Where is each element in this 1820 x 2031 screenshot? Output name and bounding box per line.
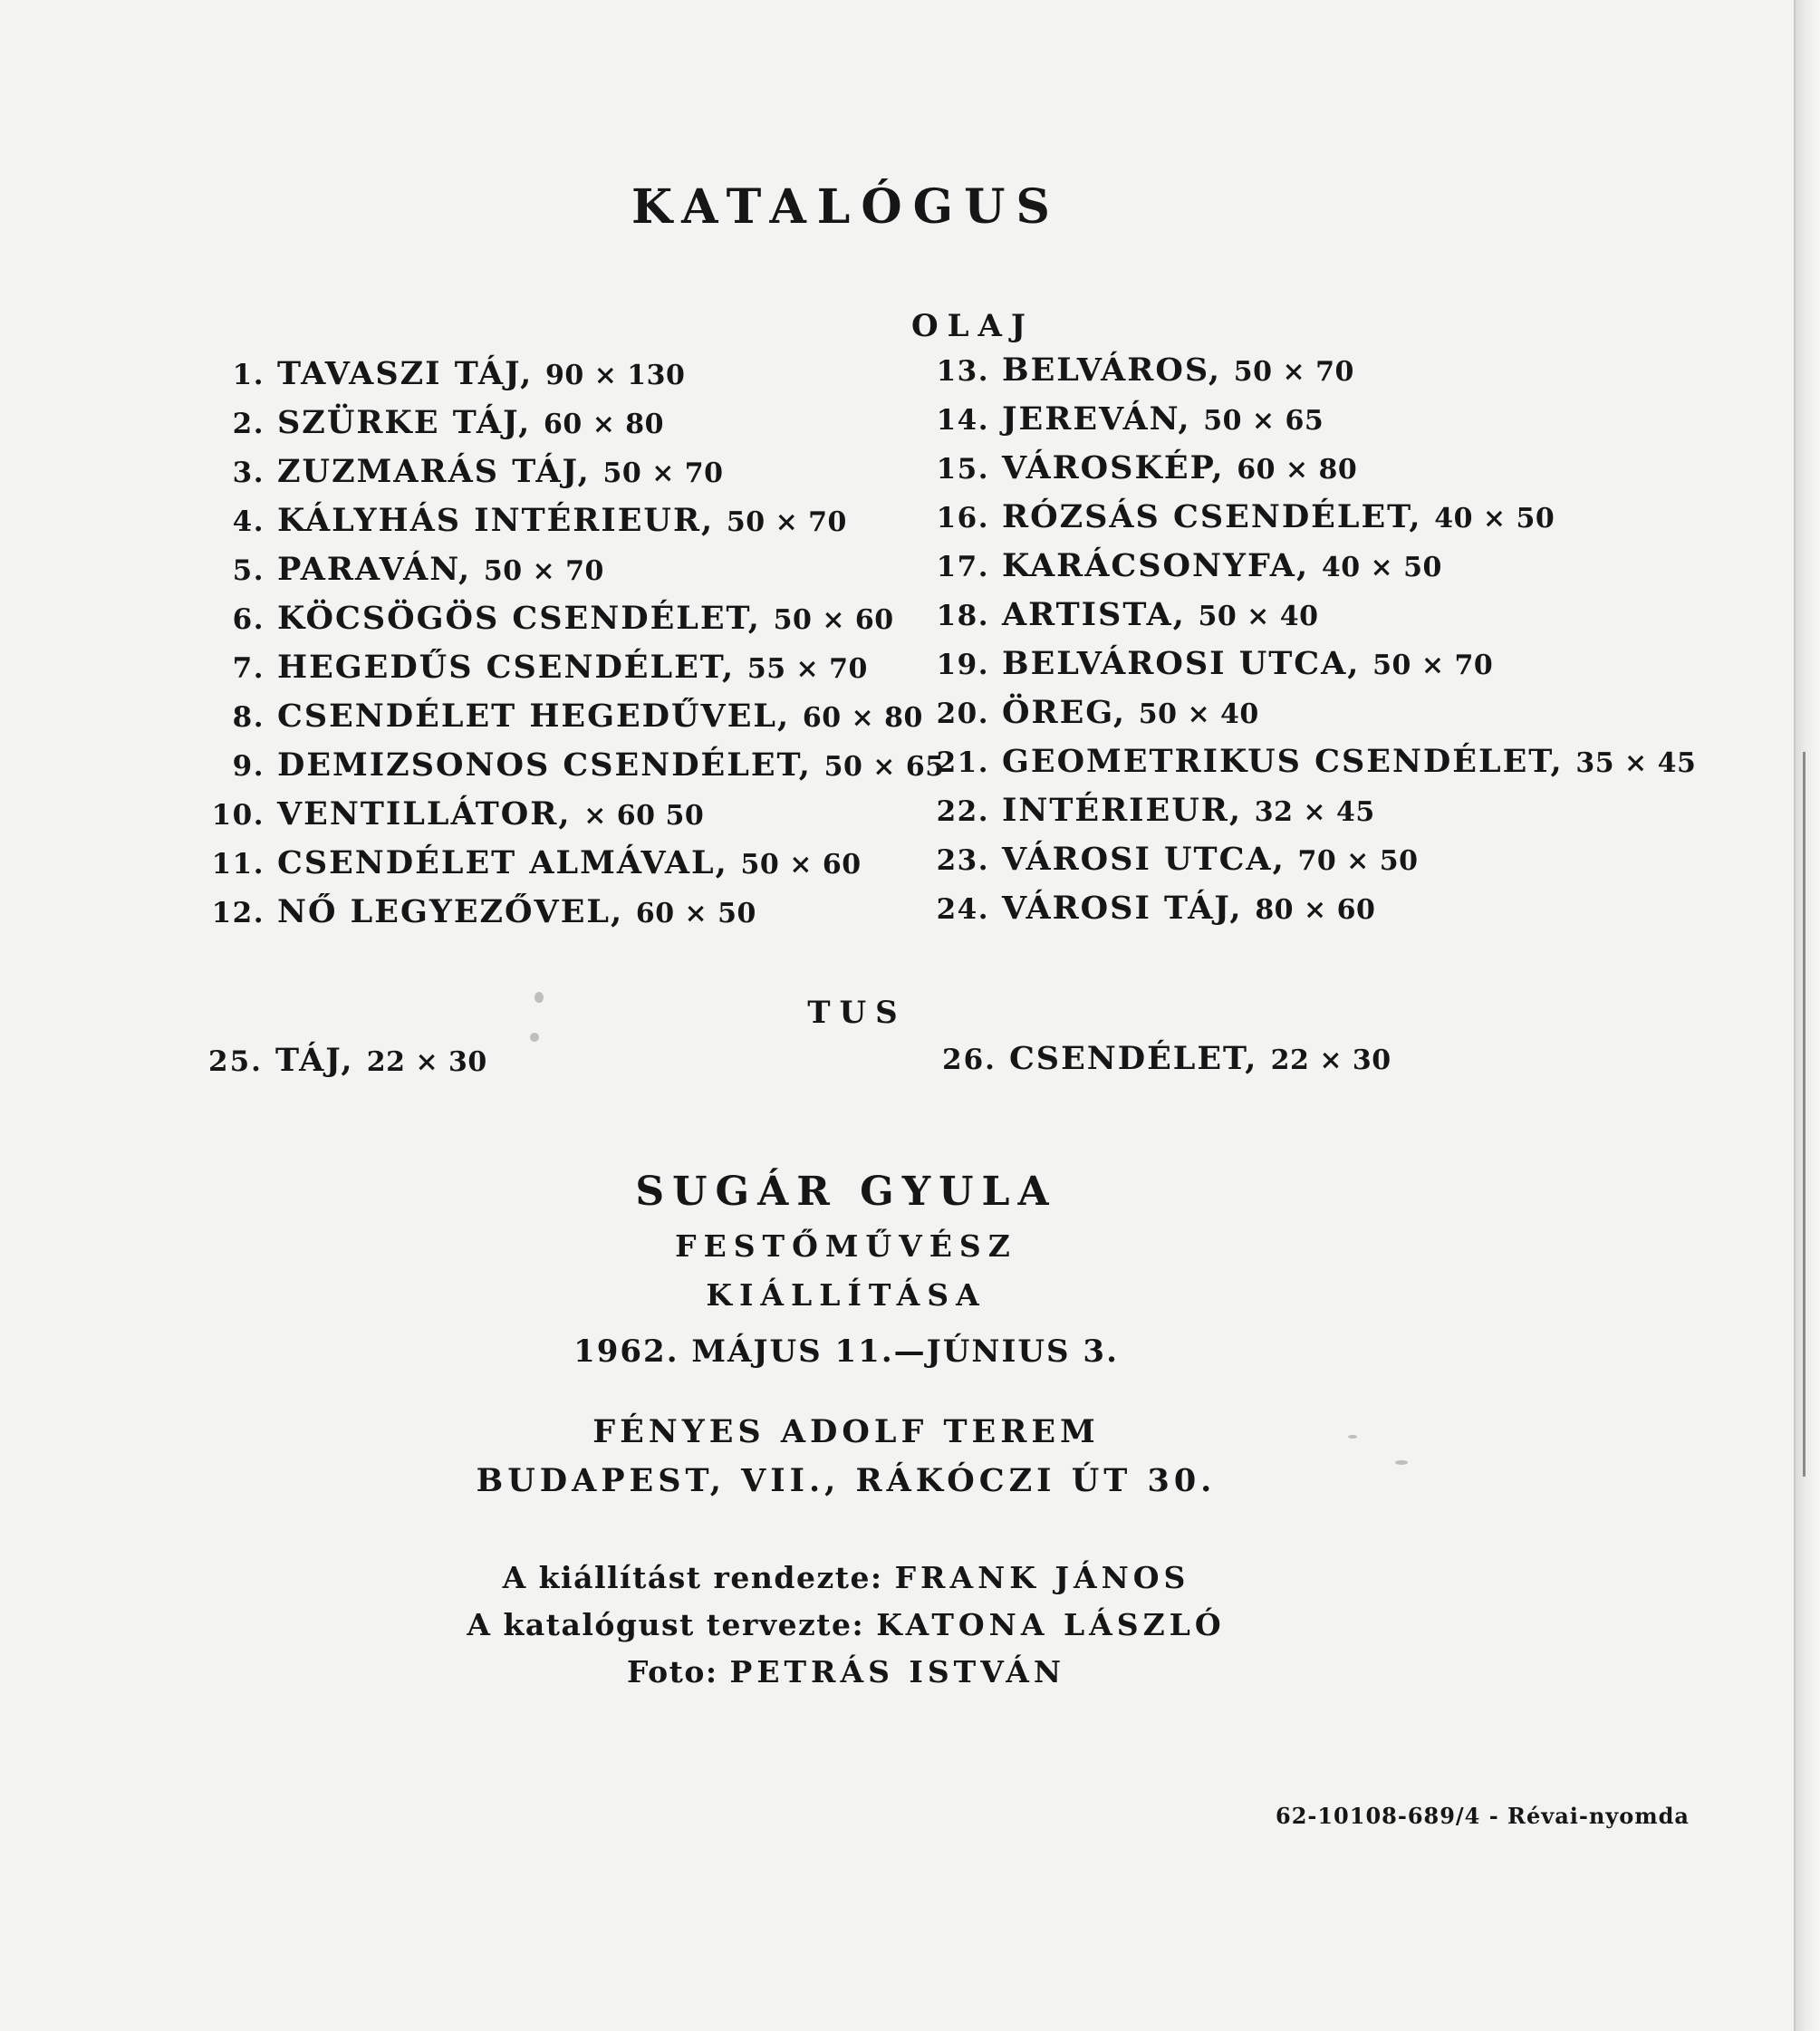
item-dimensions: × 60 50 xyxy=(583,800,705,832)
item-dimensions: 22 × 30 xyxy=(366,1046,487,1078)
catalog-title: KATALÓGUS xyxy=(631,179,1061,235)
item-title: BELVÁROS, xyxy=(1002,351,1222,389)
item-number: 15. xyxy=(936,453,989,486)
item-number: 18. xyxy=(936,600,989,632)
item-number: 26. xyxy=(942,1044,997,1076)
item-number: 11. xyxy=(211,848,265,881)
item-dimensions: 90 × 130 xyxy=(545,360,686,391)
catalog-entry xyxy=(929,400,1696,449)
venue-name: FÉNYES ADOLF TEREM xyxy=(592,1413,1100,1450)
item-dimensions: 40 × 50 xyxy=(1434,503,1555,534)
catalog-entry xyxy=(201,502,945,551)
item-dimensions: 50 × 60 xyxy=(740,849,862,881)
item-number: 12. xyxy=(211,897,265,929)
catalog-entry xyxy=(201,600,945,649)
catalog-entry xyxy=(929,449,1696,498)
item-dimensions: 50 × 70 xyxy=(1372,650,1494,681)
page-edge xyxy=(1794,0,1820,2031)
item-title: VENTILLÁTOR, xyxy=(277,795,572,833)
item-number: 21. xyxy=(936,746,989,779)
item-dimensions: 50 × 70 xyxy=(602,457,724,489)
item-title: CSENDÉLET, xyxy=(1008,1040,1258,1077)
credit-label: Foto: xyxy=(626,1654,718,1689)
item-number: 20. xyxy=(936,698,989,730)
credit-name: FRANK JÁNOS xyxy=(894,1560,1190,1595)
item-number: 2. xyxy=(232,408,265,440)
item-number: 10. xyxy=(211,799,265,832)
item-dimensions: 60 × 50 xyxy=(635,898,756,929)
item-number: 14. xyxy=(936,404,989,437)
catalog-entry xyxy=(201,844,945,893)
item-number: 25. xyxy=(208,1045,263,1078)
catalog-entry xyxy=(929,547,1696,596)
item-number: 1. xyxy=(232,359,265,391)
item-title: PARAVÁN, xyxy=(277,551,472,588)
catalog-entry xyxy=(201,746,945,795)
item-dimensions: 50 × 60 xyxy=(773,604,894,636)
item-title: BELVÁROSI UTCA, xyxy=(1002,645,1361,682)
oil-list-left xyxy=(201,355,945,942)
ink-section-heading: TUS xyxy=(807,995,907,1031)
exhibition-dates: 1962. MÁJUS 11.—JÚNIUS 3. xyxy=(573,1333,1119,1370)
item-title: CSENDÉLET ALMÁVAL, xyxy=(277,844,728,881)
ink-item-right xyxy=(942,1040,1391,1077)
item-number: 4. xyxy=(232,505,265,538)
item-title: ZUZMARÁS TÁJ, xyxy=(277,453,591,490)
item-dimensions: 35 × 45 xyxy=(1575,747,1697,779)
catalog-entry xyxy=(201,698,945,746)
item-dimensions: 70 × 50 xyxy=(1297,845,1419,877)
item-title: KARÁCSONYFA, xyxy=(1002,547,1310,584)
catalog-entry xyxy=(929,792,1696,841)
item-number: 6. xyxy=(232,603,265,636)
item-number: 7. xyxy=(232,652,265,685)
paper-speck xyxy=(534,992,544,1003)
item-title: GEOMETRIKUS CSENDÉLET, xyxy=(1002,743,1564,780)
credit-label: A kiállítást rendezte: xyxy=(502,1560,883,1595)
catalog-entry xyxy=(929,596,1696,645)
item-dimensions: 50 × 70 xyxy=(726,506,847,538)
item-dimensions: 22 × 30 xyxy=(1270,1044,1391,1076)
item-number: 24. xyxy=(936,893,989,926)
item-title: INTÉRIEUR, xyxy=(1002,792,1243,829)
item-dimensions: 60 × 80 xyxy=(544,409,665,440)
oil-section-heading: OLAJ xyxy=(911,308,1035,344)
item-title: ÖREG, xyxy=(1002,694,1127,731)
catalog-entry xyxy=(201,893,945,942)
item-title: RÓZSÁS CSENDÉLET, xyxy=(1002,498,1422,535)
item-dimensions: 50 × 70 xyxy=(1233,356,1354,388)
item-title: CSENDÉLET HEGEDŰVEL, xyxy=(277,698,791,735)
catalog-entry xyxy=(201,649,945,698)
item-title: VÁROSKÉP, xyxy=(1002,449,1225,486)
credit-name: KATONA LÁSZLÓ xyxy=(876,1607,1226,1642)
catalog-entry xyxy=(929,694,1696,743)
artist-name: SUGÁR GYULA xyxy=(635,1169,1057,1215)
item-number: 8. xyxy=(232,701,265,734)
item-title: VÁROSI UTCA, xyxy=(1002,841,1286,878)
item-dimensions: 40 × 50 xyxy=(1321,552,1442,583)
credit-photo xyxy=(0,1654,1692,1689)
catalog-entry xyxy=(929,351,1696,400)
paper-speck xyxy=(1348,1435,1357,1439)
catalog-entry xyxy=(929,890,1696,938)
catalog-entry xyxy=(201,355,945,404)
item-title: TÁJ, xyxy=(274,1042,354,1079)
paper-speck xyxy=(530,1033,539,1042)
item-number: 3. xyxy=(232,457,265,489)
item-title: TAVASZI TÁJ, xyxy=(277,355,534,392)
catalog-entry xyxy=(201,795,945,844)
item-title: ARTISTA, xyxy=(1002,596,1186,633)
item-dimensions: 60 × 80 xyxy=(802,702,923,734)
item-number: 22. xyxy=(936,795,989,828)
item-number: 23. xyxy=(936,844,989,877)
item-dimensions: 50 × 40 xyxy=(1138,698,1259,730)
binding-mark xyxy=(1803,752,1806,1477)
credit-organizer xyxy=(0,1560,1692,1595)
event-type: KIÁLLÍTÁSA xyxy=(706,1277,987,1313)
item-title: HEGEDŰS CSENDÉLET, xyxy=(277,649,736,686)
item-dimensions: 50 × 40 xyxy=(1198,601,1319,632)
item-number: 9. xyxy=(232,750,265,783)
oil-list-right xyxy=(929,351,1696,938)
catalog-entry xyxy=(201,551,945,600)
catalog-entry xyxy=(929,841,1696,890)
item-title: KÖCSÖGÖS CSENDÉLET, xyxy=(277,600,761,637)
credit-name: PETRÁS ISTVÁN xyxy=(729,1654,1066,1689)
paper-speck xyxy=(1395,1460,1408,1465)
artist-profession: FESTŐMŰVÉSZ xyxy=(675,1228,1017,1264)
item-dimensions: 60 × 80 xyxy=(1237,454,1358,486)
catalog-entry xyxy=(929,645,1696,694)
credit-designer xyxy=(0,1607,1692,1642)
item-title: SZÜRKE TÁJ, xyxy=(277,404,532,441)
item-title: JEREVÁN, xyxy=(1002,400,1191,438)
item-dimensions: 50 × 65 xyxy=(1203,405,1324,437)
item-number: 19. xyxy=(936,649,989,681)
catalog-entry xyxy=(201,453,945,502)
item-number: 16. xyxy=(936,502,989,534)
item-dimensions: 32 × 45 xyxy=(1254,796,1375,828)
item-title: KÁLYHÁS INTÉRIEUR, xyxy=(277,502,715,539)
printer-imprint: 62-10108-689/4 - Révai-nyomda xyxy=(1276,1803,1690,1829)
item-dimensions: 55 × 70 xyxy=(746,653,868,685)
venue-address: BUDAPEST, VII., RÁKÓCZI ÚT 30. xyxy=(476,1462,1217,1499)
catalog-entry xyxy=(929,498,1696,547)
item-number: 13. xyxy=(936,355,989,388)
item-title: NŐ LEGYEZŐVEL, xyxy=(277,893,624,930)
item-title: VÁROSI TÁJ, xyxy=(1002,890,1243,927)
item-number: 5. xyxy=(232,554,265,587)
item-number: 17. xyxy=(936,551,989,583)
catalog-entry xyxy=(201,404,945,453)
item-dimensions: 80 × 60 xyxy=(1255,894,1376,926)
credit-label: A katalógust tervezte: xyxy=(467,1607,865,1642)
item-dimensions: 50 × 70 xyxy=(483,555,604,587)
ink-item-left xyxy=(208,1042,487,1079)
item-title: DEMIZSONOS CSENDÉLET, xyxy=(277,746,812,784)
catalog-entry xyxy=(929,743,1696,792)
item-dimensions: 50 × 65 xyxy=(823,751,945,783)
